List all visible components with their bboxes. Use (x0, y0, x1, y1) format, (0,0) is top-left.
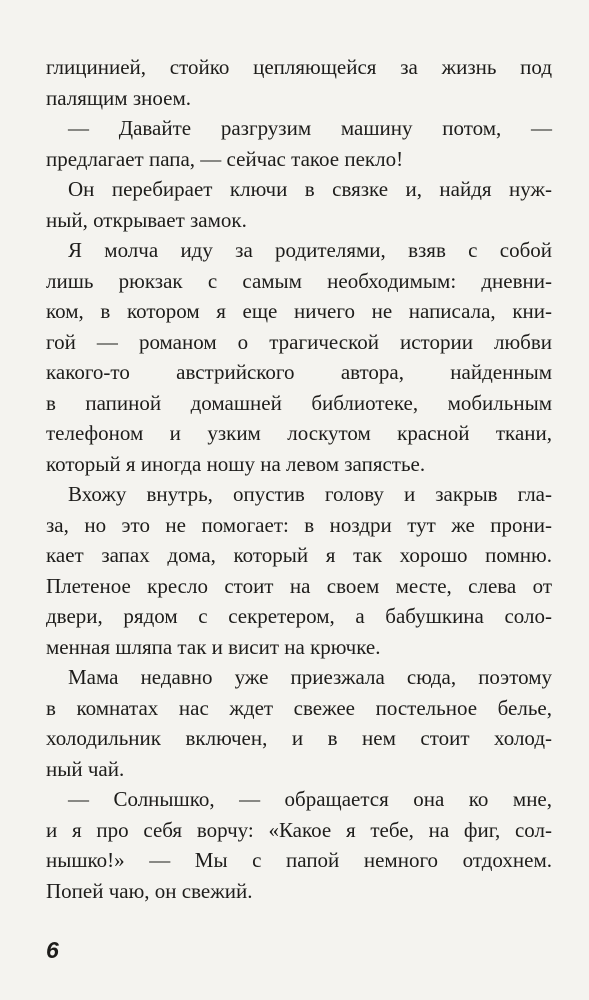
body-text (46, 52, 552, 906)
text-line: палящим зноем. (46, 85, 191, 110)
text-line: Вхожу внутрь, опустив голову и закрыв гла- (68, 482, 552, 506)
text-line: двери, рядом с секретером, а бабушкина соло- (46, 604, 552, 628)
text-line: — Давайте разгрузим машину потом, — (68, 116, 552, 140)
text-line: в папиной домашней библиотеке, мобильным (46, 390, 552, 415)
text-line: предлагает папа, — сейчас такое пекло! (46, 146, 404, 171)
text-line: холодильник включен, и в нем стоит холод- (46, 726, 552, 750)
text-line: ный чай. (46, 756, 125, 781)
text-line: Попей чаю, он свежий. (46, 878, 253, 903)
text-line: — Солнышко, — обращается она ко мне, (68, 787, 552, 811)
text-line: кает запах дома, который я так хорошо помню. (46, 543, 552, 567)
text-line: ный, открывает замок. (46, 207, 247, 232)
page-number: 6 (46, 937, 59, 963)
text-line: лишь рюкзак с самым необходимым: дневни- (46, 268, 552, 293)
text-line: глицинией, стойко цепляющейся за жизнь под (46, 55, 552, 79)
text-line: и я про себя ворчу: «Какое я тебе, на фиг, сол- (46, 817, 552, 842)
text-line: гой — романом о трагической истории любви (46, 329, 552, 354)
text-line: ком, в котором я еще ничего не написала, кни- (46, 299, 552, 323)
text-line: телефоном и узким лоскутом красной ткани, (46, 421, 552, 445)
text-line: Плетеное кресло стоит на своем месте, слева от (46, 573, 552, 598)
text-line: за, но это не помогает: в ноздри тут же прони- (46, 512, 552, 537)
text-line: который я иногда ношу на левом запястье. (46, 451, 426, 476)
text-line: Мама недавно уже приезжала сюда, поэтому (68, 665, 552, 689)
text-line: Он перебирает ключи в связке и, найдя нуж- (68, 177, 552, 201)
text-line: менная шляпа так и висит на крючке. (46, 634, 381, 659)
text-line: в комнатах нас ждет свежее постельное белье, (46, 695, 552, 720)
text-line: какого-то австрийского автора, найденным (46, 360, 552, 384)
text-line: Я молча иду за родителями, взяв с собой (68, 238, 552, 262)
text-line: нышко!» — Мы с папой немного отдохнем. (46, 848, 552, 872)
